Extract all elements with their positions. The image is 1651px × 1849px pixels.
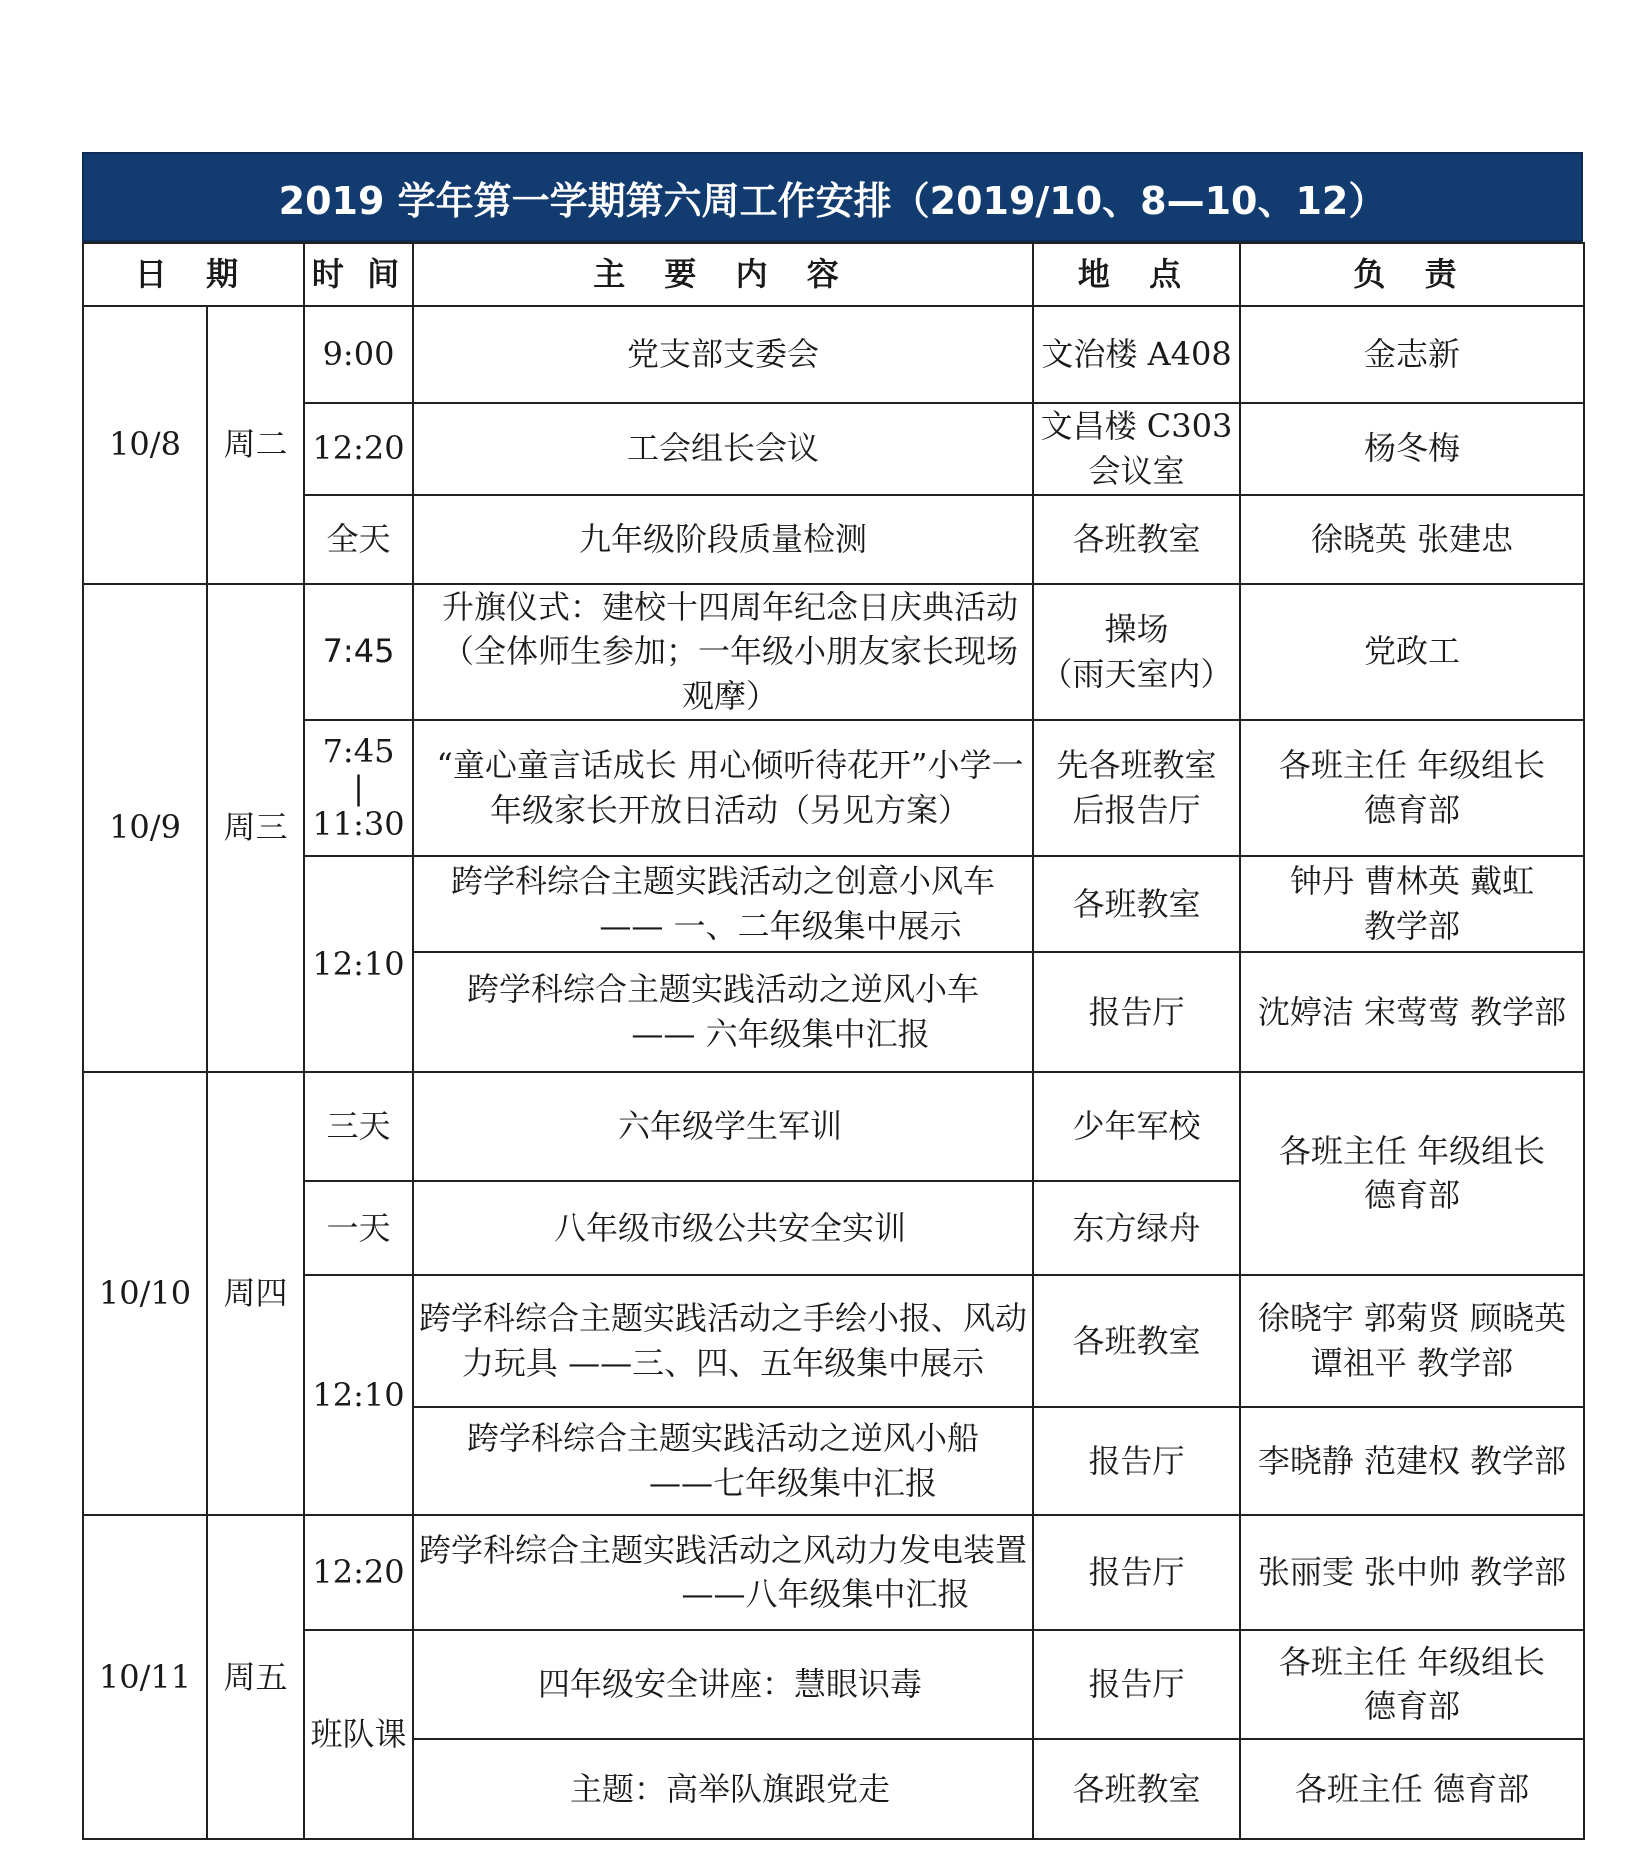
time-cell: 9:00 [304,306,413,403]
time-cell: 一天 [304,1181,413,1275]
header-owner: 负 责 [1240,243,1584,306]
owner-line: 教学部 [1363,906,1460,945]
content-line: ——八年级集中汇报 [681,1575,970,1614]
header-row [83,243,1584,306]
table-row [83,306,1584,403]
owner-cell: 李晓静 范建权 教学部 [1240,1407,1584,1515]
location-cell: 各班教室 [1033,495,1240,584]
location-cell: 东方绿舟 [1033,1181,1240,1275]
table-row [83,1630,1584,1739]
owner-cell: 沈婷洁 宋莺莺 教学部 [1240,952,1584,1072]
content-cell: 主题：高举队旗跟党走 [413,1739,1033,1839]
owner-cell: 各班主任 德育部 [1240,1739,1584,1839]
owner-line: 各班主任 年级组长 [1278,1642,1546,1681]
owner-line: 徐晓宇 郭菊贤 顾晓英 [1257,1299,1567,1338]
time-cell [304,720,413,856]
content-cell: 六年级学生军训 [413,1072,1033,1181]
content-cell: 九年级阶段质量检测 [413,495,1033,584]
time-cell: 12:20 [304,403,413,495]
table-row [83,720,1584,856]
time-line: 11:30 [312,805,405,844]
owner-cell: 金志新 [1240,306,1584,403]
location-cell: 报告厅 [1033,952,1240,1072]
location-cell: 少年军校 [1033,1072,1240,1181]
content-line: 跨学科综合主题实践活动之创意小风车 [450,862,995,901]
time-cell: 7:45 [304,584,413,720]
table-row [83,403,1584,495]
location-line: 文昌楼 C303 [1040,407,1233,445]
location-cell: 各班教室 [1033,1275,1240,1407]
owner-cell: 杨冬梅 [1240,403,1584,495]
content-cell [413,856,1033,952]
content-cell: 工会组长会议 [413,403,1033,495]
location-cell: 报告厅 [1033,1515,1240,1630]
time-cell: 12:10 [304,856,413,1072]
content-line: —— 一、二年级集中展示 [599,906,962,945]
content-cell [413,1407,1033,1515]
weekday-cell: 周五 [207,1515,304,1839]
table-row [83,856,1584,952]
owner-line: 德育部 [1363,790,1460,829]
location-cell: 报告厅 [1033,1407,1240,1515]
content-line: 跨学科综合主题实践活动之逆风小车 [466,970,979,1009]
location-cell [1033,584,1240,720]
owner-cell: 党政工 [1240,584,1584,720]
content-cell [413,952,1033,1072]
date-cell: 10/9 [83,584,207,1072]
content-cell: 升旗仪式：建校十四周年纪念日庆典活动（全体师生参加；一年级小朋友家长现场观摩） [413,584,1033,720]
header-date: 日 期 [83,243,304,306]
location-cell: 各班教室 [1033,856,1240,952]
header-location: 地 点 [1033,243,1240,306]
content-cell: “童心童言话成长 用心倾听待花开”小学一年级家长开放日活动（另见方案） [413,720,1033,856]
location-cell: 各班教室 [1033,1739,1240,1839]
owner-cell [1240,1630,1584,1739]
content-cell: 党支部支委会 [413,306,1033,403]
date-cell: 10/8 [83,306,207,584]
location-line: 会议室 [1088,451,1185,490]
time-line: 7:45 [322,731,395,770]
time-cell: 三天 [304,1072,413,1181]
page-title: 2019 学年第一学期第六周工作安排（2019/10、8—10、12） [82,152,1583,242]
weekday-cell: 周三 [207,584,304,1072]
time-cell: 12:10 [304,1275,413,1515]
content-line: 跨学科综合主题实践活动之风动力发电装置 [418,1530,1027,1569]
header-time: 时 间 [304,243,413,306]
location-line: （雨天室内） [1040,654,1233,693]
content-line: 跨学科综合主题实践活动之逆风小船 [466,1419,979,1458]
owner-cell [1240,1072,1584,1275]
table-row [83,1275,1584,1407]
date-cell: 10/10 [83,1072,207,1515]
time-cell: 全天 [304,495,413,584]
owner-cell: 张丽雯 张中帅 教学部 [1240,1515,1584,1630]
location-line: 操场 [1104,609,1169,648]
date-cell: 10/11 [83,1515,207,1839]
owner-cell: 徐晓英 张建忠 [1240,495,1584,584]
location-cell [1033,403,1240,495]
location-cell: 报告厅 [1033,1630,1240,1739]
owner-line: 德育部 [1363,1176,1460,1215]
owner-line: 德育部 [1363,1687,1460,1726]
owner-cell [1240,856,1584,952]
owner-cell [1240,1275,1584,1407]
content-cell: 八年级市级公共安全实训 [413,1181,1033,1275]
table-row [83,1072,1584,1181]
owner-line: 各班主任 年级组长 [1278,1131,1546,1170]
owner-line: 谭祖平 教学部 [1310,1343,1514,1382]
weekday-cell: 周二 [207,306,304,584]
time-cell: 班队课 [304,1630,413,1839]
table-row [83,495,1584,584]
location-cell: 文治楼 A408 [1033,306,1240,403]
weekday-cell: 周四 [207,1072,304,1515]
content-cell: 跨学科综合主题实践活动之手绘小报、风动力玩具 ——三、四、五年级集中展示 [413,1275,1033,1407]
content-cell: 四年级安全讲座：慧眼识毒 [413,1630,1033,1739]
time-line: | [353,768,364,807]
table-row [83,584,1584,720]
owner-line: 各班主任 年级组长 [1278,746,1546,785]
time-cell: 12:20 [304,1515,413,1630]
location-cell [1033,720,1240,856]
content-line: —— 六年级集中汇报 [631,1014,930,1053]
owner-cell [1240,720,1584,856]
schedule-table [82,242,1585,1840]
location-line: 后报告厅 [1072,790,1201,829]
content-cell [413,1515,1033,1630]
header-content: 主 要 内 容 [413,243,1033,306]
content-line: ——七年级集中汇报 [648,1463,937,1502]
owner-line: 钟丹 曹林英 戴虹 [1289,862,1535,901]
location-line: 先各班教室 [1056,746,1217,785]
table-row [83,1515,1584,1630]
